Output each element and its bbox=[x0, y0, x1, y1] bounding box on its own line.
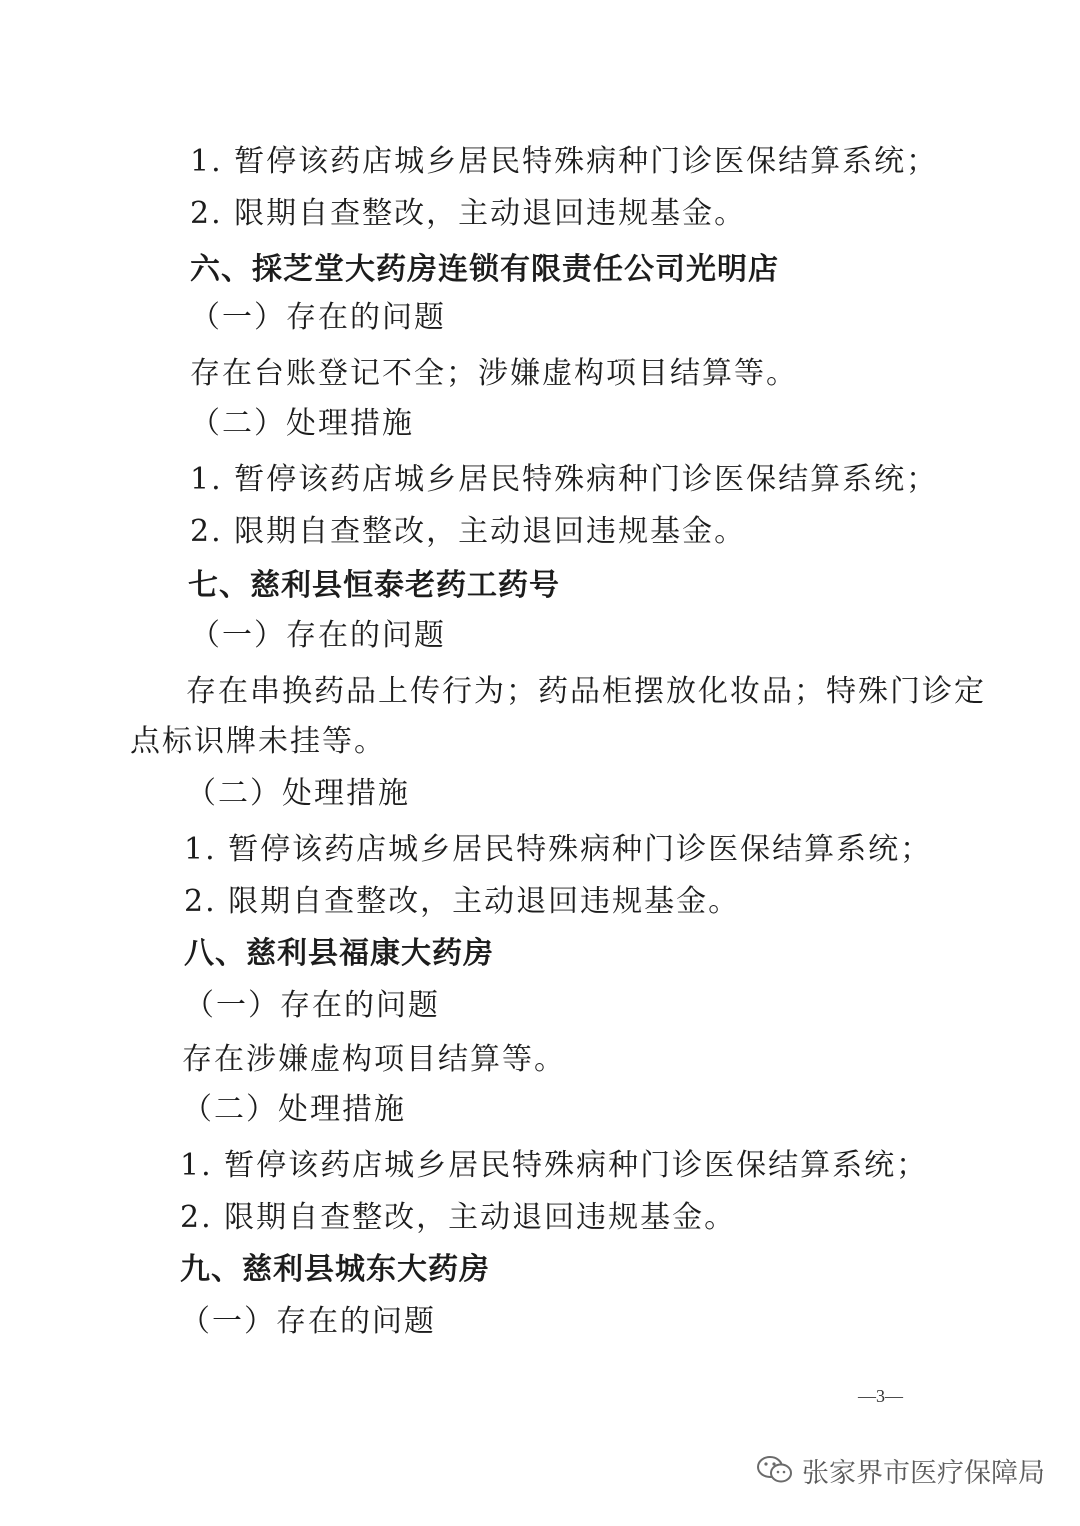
section-heading: 九、慈利县城东大药房 bbox=[180, 1252, 490, 1287]
problem-text: 存在台账登记不全；涉嫌虚构项目结算等。 bbox=[190, 356, 798, 391]
account-watermark bbox=[756, 1450, 1045, 1490]
measure-item: 2. 限期自查整改，主动退回违规基金。 bbox=[190, 514, 747, 549]
section-heading: 七、慈利县恒泰老药工药号 bbox=[188, 568, 560, 603]
subsection-heading: （二）处理措施 bbox=[190, 406, 414, 441]
problem-text: 点标识牌未挂等。 bbox=[130, 724, 386, 759]
page-number: —3— bbox=[858, 1386, 903, 1406]
subsection-heading: （一）存在的问题 bbox=[180, 1304, 436, 1339]
measure-item: 1. 暂停该药店城乡居民特殊病种门诊医保结算系统； bbox=[190, 144, 939, 179]
subsection-heading: （一）存在的问题 bbox=[184, 988, 440, 1023]
subsection-heading: （二）处理措施 bbox=[182, 1092, 406, 1127]
section-heading: 八、慈利县福康大药房 bbox=[184, 936, 494, 971]
subsection-heading: （一）存在的问题 bbox=[190, 300, 446, 335]
section-heading: 六、採芝堂大药房连锁有限责任公司光明店 bbox=[190, 252, 779, 287]
problem-text: 存在串换药品上传行为；药品柜摆放化妆品；特殊门诊定 bbox=[186, 674, 986, 709]
subsection-heading: （一）存在的问题 bbox=[190, 618, 446, 653]
watermark-text: 张家界市医疗保障局 bbox=[802, 1457, 1045, 1489]
problem-text: 存在涉嫌虚构项目结算等。 bbox=[182, 1042, 566, 1077]
measure-item: 2. 限期自查整改，主动退回违规基金。 bbox=[180, 1200, 737, 1235]
measure-item: 1. 暂停该药店城乡居民特殊病种门诊医保结算系统； bbox=[190, 462, 939, 497]
measure-item: 2. 限期自查整改，主动退回违规基金。 bbox=[190, 196, 747, 231]
measure-item: 1. 暂停该药店城乡居民特殊病种门诊医保结算系统； bbox=[180, 1148, 929, 1183]
measure-item: 2. 限期自查整改，主动退回违规基金。 bbox=[184, 884, 741, 919]
subsection-heading: （二）处理措施 bbox=[186, 776, 410, 811]
measure-item: 1. 暂停该药店城乡居民特殊病种门诊医保结算系统； bbox=[184, 832, 933, 867]
wechat-icon bbox=[756, 1454, 794, 1486]
